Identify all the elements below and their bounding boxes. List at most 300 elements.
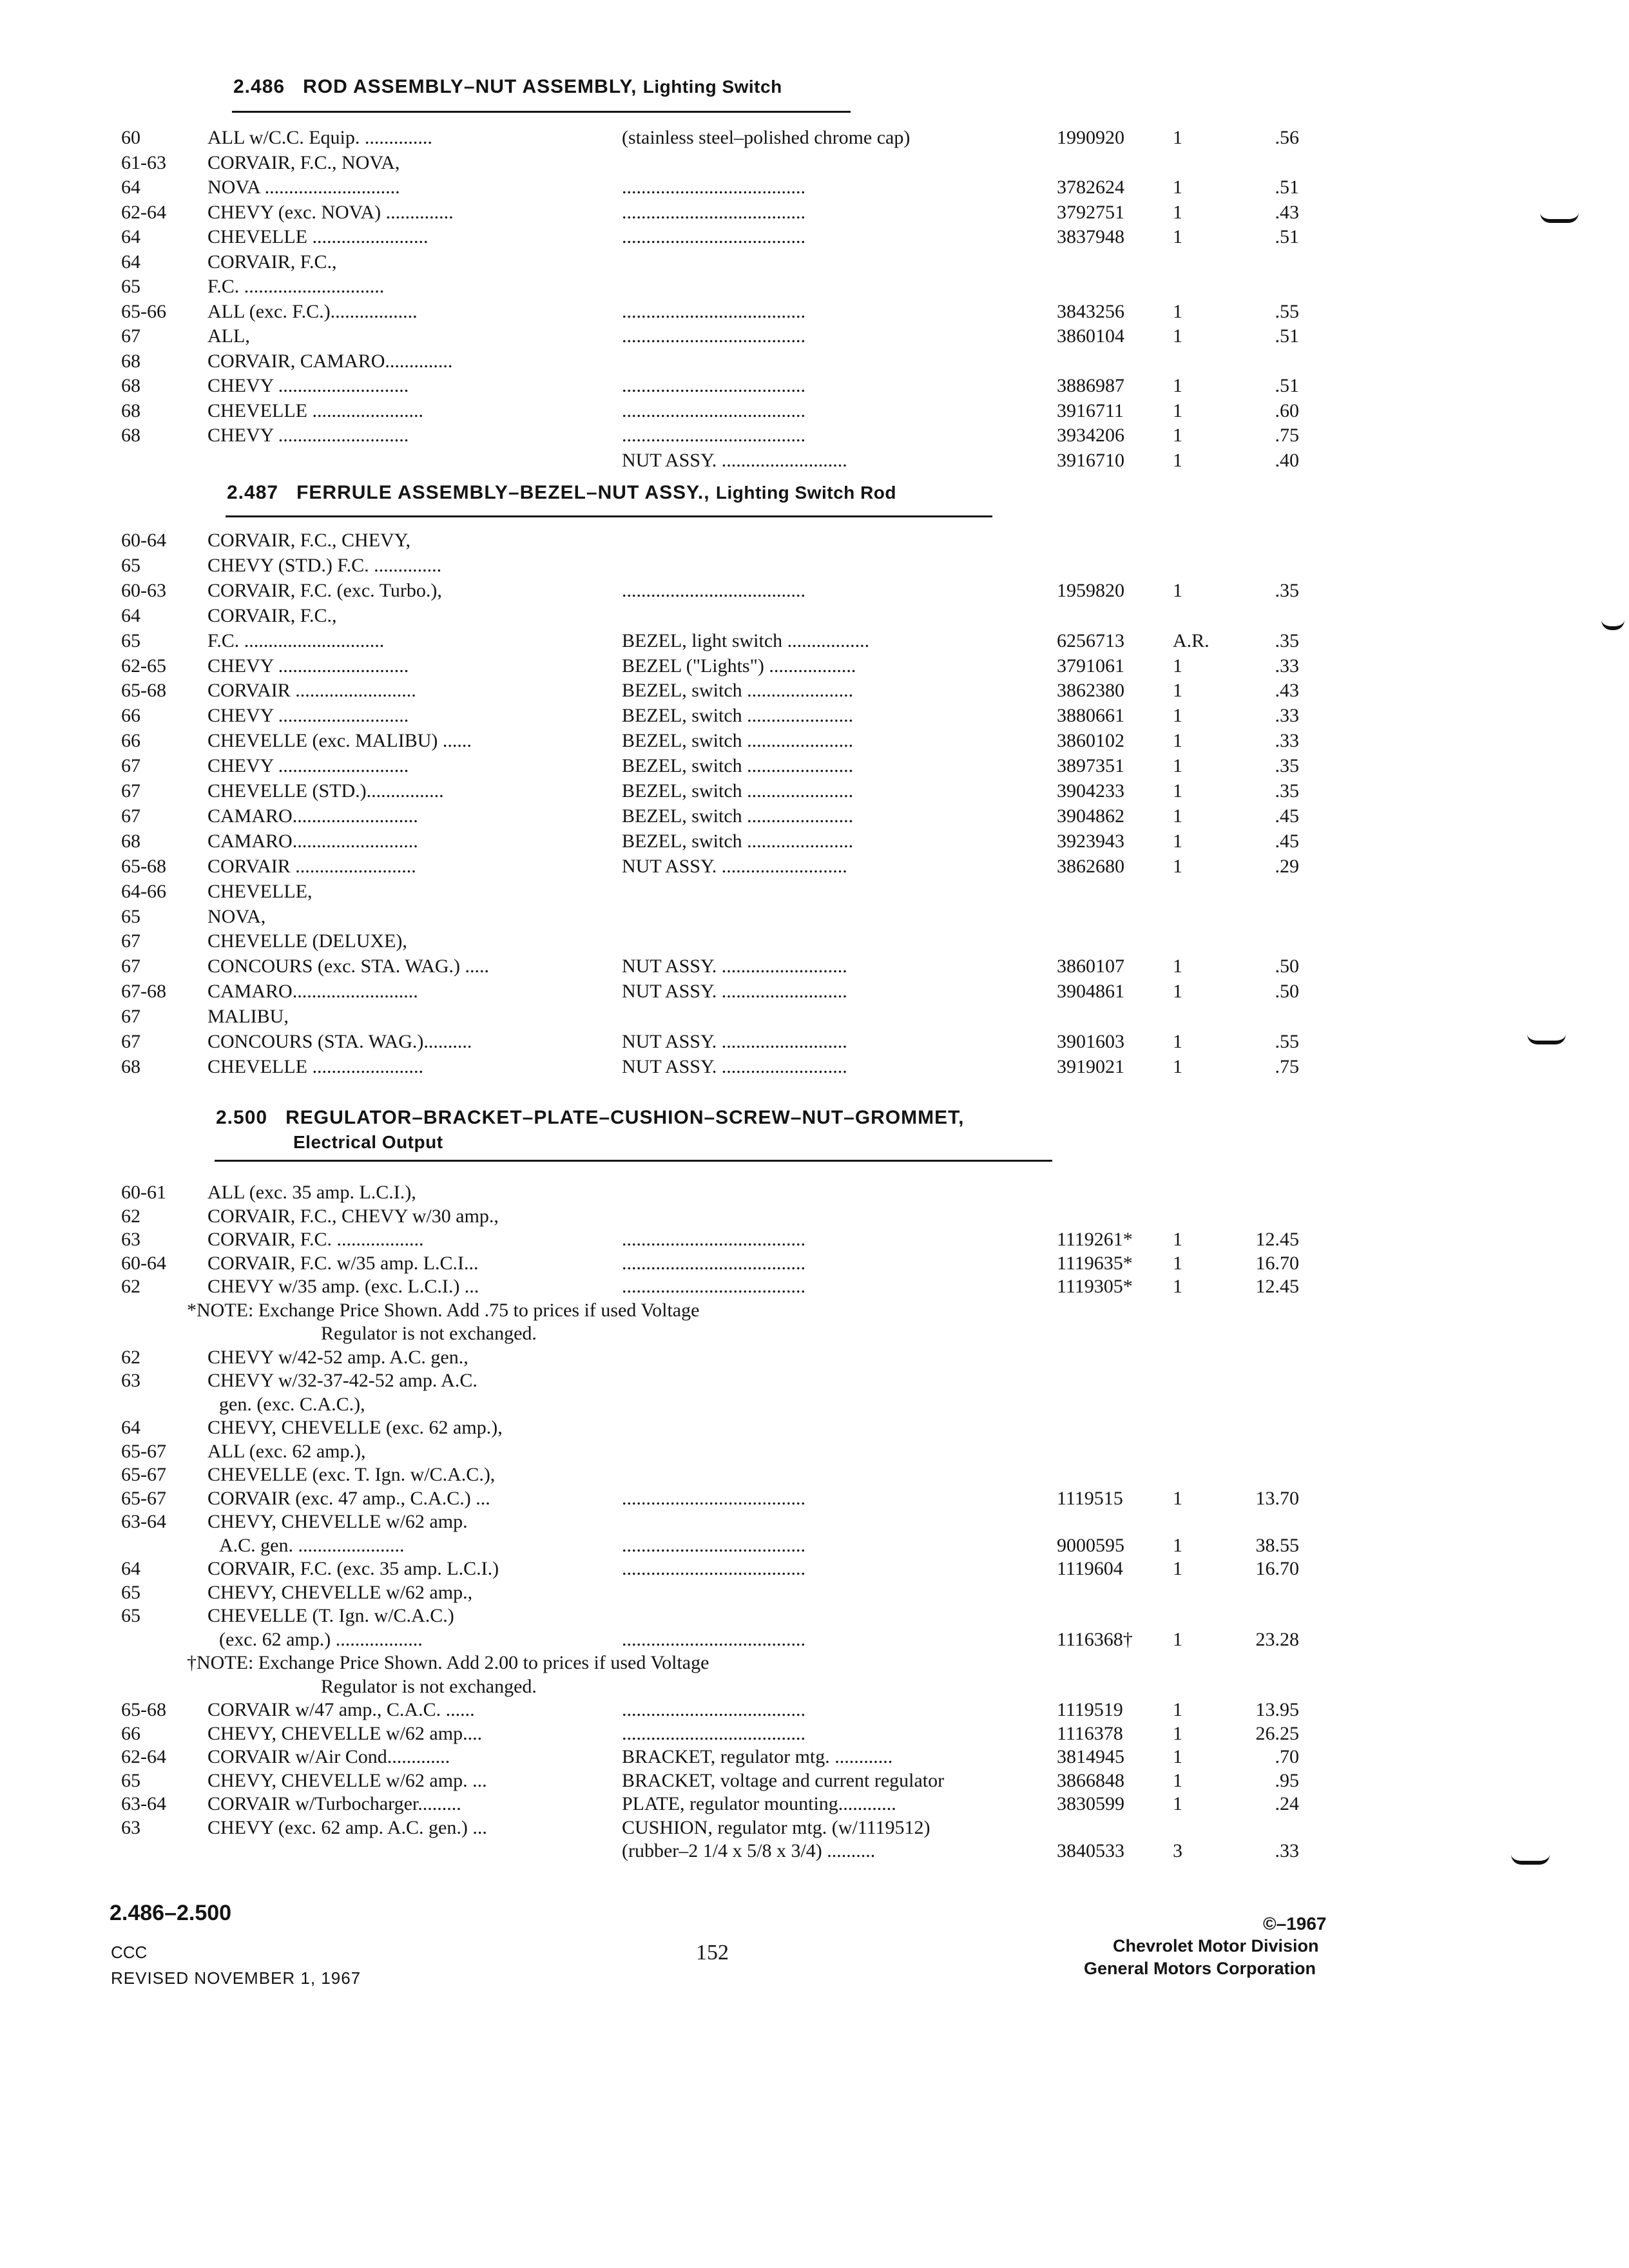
application: CORVAIR (exc. 47 amp., C.A.C.) ...: [207, 1488, 490, 1509]
part-number: 3830599: [1057, 1793, 1124, 1814]
model-years: 64: [121, 226, 140, 247]
application: CAMARO..........................: [207, 831, 418, 852]
section-rule: [226, 515, 992, 517]
table-row: [0, 1604, 1629, 1628]
quantity: 1: [1173, 1031, 1182, 1052]
list-price: 12.45: [1255, 1276, 1299, 1297]
application: CONCOURS (exc. STA. WAG.) .....: [207, 956, 490, 977]
model-years: 62-64: [121, 202, 166, 223]
table-row: [0, 1463, 1629, 1487]
table-row: [0, 905, 1629, 929]
price-note: Regulator is not exchanged.: [321, 1323, 537, 1344]
model-years: 65-66: [121, 301, 166, 322]
model-years: 62: [121, 1206, 140, 1227]
application: CHEVELLE,: [207, 881, 313, 902]
list-price: .43: [1275, 680, 1299, 701]
part-description: NUT ASSY. ..........................: [622, 856, 847, 877]
list-price: .56: [1275, 127, 1299, 148]
quantity: 1: [1173, 780, 1182, 802]
section-title: FERRULE ASSEMBLY–BEZEL–NUT ASSY.,: [296, 482, 710, 503]
quantity: 1: [1173, 1793, 1182, 1814]
part-description: BEZEL, switch ......................: [622, 805, 854, 827]
table-row: [0, 678, 1629, 703]
part-description: ......................................: [622, 375, 805, 396]
list-price: .75: [1275, 425, 1299, 446]
application: CORVAIR, F.C. (exc. Turbo.),: [207, 580, 442, 601]
part-number: 3886987: [1057, 375, 1124, 396]
table-row: [0, 1251, 1629, 1276]
application: CHEVY (exc. NOVA) ..............: [207, 202, 454, 223]
section-rule: [215, 1160, 1052, 1162]
part-number: 3814945: [1057, 1746, 1124, 1767]
part-number: 3916711: [1057, 400, 1124, 421]
model-years: 65-68: [121, 680, 166, 701]
footer-division: Chevrolet Motor Division: [1113, 1936, 1319, 1956]
application: CHEVELLE (T. Ign. w/C.A.C.): [207, 1605, 454, 1626]
application: ALL (exc. F.C.)..................: [207, 301, 418, 322]
list-price: .35: [1275, 780, 1299, 802]
model-years: 68: [121, 351, 140, 372]
part-number: 6256713: [1057, 630, 1124, 651]
part-number: 3880661: [1057, 705, 1124, 726]
part-number: 1119635*: [1057, 1253, 1133, 1274]
section-number: 2.487: [227, 482, 279, 503]
model-years: 68: [121, 1056, 140, 1077]
table-row: [0, 1055, 1629, 1079]
quantity: 1: [1173, 831, 1182, 852]
part-description: ......................................: [622, 177, 805, 198]
list-price: 13.95: [1255, 1699, 1299, 1720]
table-row: [0, 324, 1629, 349]
application: CHEVELLE .......................: [207, 1056, 423, 1077]
table-row: [0, 579, 1629, 603]
table-row: [0, 1416, 1629, 1440]
part-description: ......................................: [622, 1699, 805, 1720]
quantity: 1: [1173, 655, 1182, 677]
list-price: .70: [1275, 1746, 1299, 1767]
model-years: 65-67: [121, 1464, 166, 1485]
quantity: 1: [1173, 1276, 1182, 1297]
list-price: 26.25: [1255, 1723, 1299, 1744]
application: NOVA ............................: [207, 177, 400, 198]
part-number: 3791061: [1057, 655, 1124, 677]
application: CORVAIR, F.C., CHEVY w/30 amp.,: [207, 1206, 499, 1227]
part-number: 3860102: [1057, 730, 1124, 751]
list-price: .29: [1275, 856, 1299, 877]
section-subtitle: Lighting Switch: [642, 77, 782, 97]
quantity: 1: [1173, 680, 1182, 701]
part-description: ......................................: [622, 1253, 805, 1274]
part-number: 3901603: [1057, 1031, 1124, 1052]
application: ALL (exc. 62 amp.),: [207, 1441, 366, 1462]
list-price: .33: [1275, 705, 1299, 726]
application: CORVAIR, F.C. (exc. 35 amp. L.C.I.): [207, 1558, 499, 1579]
table-row: [0, 274, 1629, 299]
table-row: [0, 448, 1629, 473]
model-years: 65: [121, 906, 140, 927]
part-number: 3862680: [1057, 856, 1124, 877]
application: CHEVY, CHEVELLE (exc. 62 amp.),: [207, 1417, 503, 1438]
model-years: 65-68: [121, 856, 166, 877]
table-row: [0, 1321, 1629, 1346]
list-price: .51: [1275, 325, 1299, 347]
part-number: 3934206: [1057, 425, 1124, 446]
table-row: [0, 654, 1629, 678]
part-description: ......................................: [622, 425, 805, 446]
application: CHEVELLE (DELUXE),: [207, 930, 407, 952]
part-description: ......................................: [622, 580, 805, 601]
application: CHEVY, CHEVELLE w/62 amp.: [207, 1511, 468, 1532]
model-years: 62: [121, 1347, 140, 1368]
part-number: 3904233: [1057, 780, 1124, 802]
application: CORVAIR, F.C. ..................: [207, 1229, 424, 1250]
part-description: BEZEL, switch ......................: [622, 730, 854, 751]
application: CHEVY (exc. 62 amp. A.C. gen.) ...: [207, 1817, 487, 1838]
application: CHEVY w/42-52 amp. A.C. gen.,: [207, 1347, 468, 1368]
application: CHEVELLE (exc. MALIBU) ......: [207, 730, 472, 751]
quantity: 1: [1173, 580, 1182, 601]
section-number: 2.500: [216, 1107, 268, 1128]
table-row: [0, 879, 1629, 904]
model-years: 67-68: [121, 981, 166, 1002]
quantity: 1: [1173, 1558, 1182, 1579]
model-years: 67: [121, 930, 140, 952]
table-row: [0, 1298, 1629, 1323]
price-note: †NOTE: Exchange Price Shown. Add 2.00 to prices if used Voltage: [187, 1652, 709, 1673]
list-price: .45: [1275, 805, 1299, 827]
part-description: BRACKET, voltage and current regulator: [622, 1770, 945, 1791]
table-row: [0, 1651, 1629, 1675]
quantity: 1: [1173, 755, 1182, 776]
part-description: (rubber–2 1/4 x 5/8 x 3/4) ..........: [622, 1840, 876, 1861]
application: CHEVY ...........................: [207, 655, 409, 677]
footer-range: 2.486–2.500: [110, 1901, 232, 1925]
section-heading-2487: [227, 482, 896, 504]
part-description: BEZEL, switch ......................: [622, 780, 854, 802]
quantity: 1: [1173, 705, 1182, 726]
application: CHEVELLE .......................: [207, 400, 423, 421]
part-number: 1116368†: [1057, 1629, 1133, 1650]
application: CHEVY w/35 amp. (exc. L.C.I.) ...: [207, 1276, 479, 1297]
list-price: 12.45: [1255, 1229, 1299, 1250]
application: CORVAIR, F.C.,: [207, 251, 337, 273]
list-price: .24: [1275, 1793, 1299, 1814]
application: CAMARO..........................: [207, 805, 418, 827]
model-years: 65-68: [121, 1699, 166, 1720]
table-row: [0, 1557, 1629, 1581]
quantity: 3: [1173, 1840, 1182, 1861]
application: CONCOURS (STA. WAG.)..........: [207, 1031, 472, 1052]
list-price: .35: [1275, 755, 1299, 776]
application: CHEVY (STD.) F.C. ..............: [207, 555, 442, 576]
quantity: 1: [1173, 956, 1182, 977]
table-row: [0, 528, 1629, 553]
quantity: 1: [1173, 1253, 1182, 1274]
part-number: 1116378: [1057, 1723, 1123, 1744]
model-years: 65: [121, 1770, 140, 1791]
list-price: .55: [1275, 301, 1299, 322]
application: CHEVY ...........................: [207, 375, 409, 396]
application: CHEVELLE (exc. T. Ign. w/C.A.C.),: [207, 1464, 496, 1485]
table-row: [0, 1510, 1629, 1534]
part-description: NUT ASSY. ..........................: [622, 1031, 847, 1052]
model-years: 63: [121, 1370, 140, 1391]
quantity: A.R.: [1173, 630, 1210, 651]
model-years: 61-63: [121, 152, 166, 173]
part-description: ......................................: [622, 202, 805, 223]
quantity: 1: [1173, 730, 1182, 751]
list-price: .33: [1275, 655, 1299, 677]
table-row: [0, 979, 1629, 1004]
model-years: 65: [121, 1582, 140, 1603]
part-description: CUSHION, regulator mtg. (w/1119512): [622, 1817, 930, 1838]
application: F.C. .............................: [207, 630, 385, 651]
quantity: 1: [1173, 202, 1182, 223]
part-number: 1990920: [1057, 127, 1124, 148]
list-price: .55: [1275, 1031, 1299, 1052]
application: CHEVY, CHEVELLE w/62 amp....: [207, 1723, 483, 1744]
part-number: 9000595: [1057, 1535, 1124, 1556]
list-price: .35: [1275, 630, 1299, 651]
application: NOVA,: [207, 906, 266, 927]
model-years: 67: [121, 780, 140, 802]
binder-mark: [1511, 1854, 1550, 1865]
table-row: [0, 1486, 1629, 1511]
part-number: 1119305*: [1057, 1276, 1133, 1297]
model-years: 65-67: [121, 1441, 166, 1462]
quantity: 1: [1173, 1056, 1182, 1077]
part-description: NUT ASSY. ..........................: [622, 956, 847, 977]
application: CORVAIR w/Turbocharger.........: [207, 1793, 461, 1814]
quantity: 1: [1173, 425, 1182, 446]
model-years: 67: [121, 1006, 140, 1027]
part-number: 3866848: [1057, 1770, 1124, 1791]
quantity: 1: [1173, 805, 1182, 827]
quantity: 1: [1173, 450, 1182, 471]
part-description: NUT ASSY. ..........................: [622, 1056, 847, 1077]
quantity: 1: [1173, 1770, 1182, 1791]
table-row: [0, 200, 1629, 225]
section-number: 2.486: [233, 76, 285, 97]
quantity: 1: [1173, 1629, 1182, 1650]
application: CHEVY, CHEVELLE w/62 amp.,: [207, 1582, 473, 1603]
application: CORVAIR, F.C. w/35 amp. L.C.I...: [207, 1253, 479, 1274]
part-number: 3897351: [1057, 755, 1124, 776]
quantity: 1: [1173, 226, 1182, 247]
table-row: [0, 1392, 1629, 1417]
binder-mark: [1527, 1034, 1566, 1044]
model-years: 65: [121, 1605, 140, 1626]
table-row: [0, 1769, 1629, 1793]
table-row: [0, 225, 1629, 249]
model-years: 67: [121, 1031, 140, 1052]
table-row: [0, 151, 1629, 175]
part-description: BEZEL, switch ......................: [622, 755, 854, 776]
part-description: ......................................: [622, 226, 805, 247]
model-years: 65: [121, 555, 140, 576]
part-description: BRACKET, regulator mtg. ............: [622, 1746, 893, 1767]
table-row: [0, 300, 1629, 324]
model-years: 64: [121, 1558, 140, 1579]
part-description: ......................................: [622, 1629, 805, 1650]
table-row: [0, 1030, 1629, 1054]
model-years: 65: [121, 630, 140, 651]
part-number: 3916710: [1057, 450, 1124, 471]
table-row: [0, 1698, 1629, 1722]
part-number: 3792751: [1057, 202, 1124, 223]
part-description: ......................................: [622, 1558, 805, 1579]
application: F.C. .............................: [207, 276, 385, 297]
page-number: 152: [696, 1941, 729, 1965]
table-row: [0, 629, 1629, 653]
table-row: [0, 704, 1629, 728]
model-years: 65-67: [121, 1488, 166, 1509]
model-years: 60-63: [121, 580, 166, 601]
list-price: 13.70: [1255, 1488, 1299, 1509]
quantity: 1: [1173, 1535, 1182, 1556]
part-description: ......................................: [622, 1535, 805, 1556]
table-row: [0, 250, 1629, 274]
part-number: 3860104: [1057, 325, 1124, 347]
model-years: 60-61: [121, 1182, 166, 1203]
part-number: 3919021: [1057, 1056, 1124, 1077]
application: CAMARO..........................: [207, 981, 418, 1002]
quantity: 1: [1173, 856, 1182, 877]
application: CHEVY w/32-37-42-52 amp. A.C.: [207, 1370, 477, 1391]
part-description: ......................................: [622, 1276, 805, 1297]
part-description: BEZEL, switch ......................: [622, 831, 854, 852]
part-number: 1119604: [1057, 1558, 1123, 1579]
list-price: .45: [1275, 831, 1299, 852]
table-row: [0, 1533, 1629, 1558]
table-row: [0, 929, 1629, 954]
list-price: .50: [1275, 956, 1299, 977]
model-years: 62-64: [121, 1746, 166, 1767]
quantity: 1: [1173, 1699, 1182, 1720]
table-row: [0, 1628, 1629, 1652]
table-row: [0, 126, 1629, 150]
table-row: [0, 553, 1629, 578]
list-price: .51: [1275, 226, 1299, 247]
table-row: [0, 1839, 1629, 1863]
table-row: [0, 175, 1629, 200]
list-price: 16.70: [1255, 1253, 1299, 1274]
part-description: (stainless steel–polished chrome cap): [622, 127, 911, 148]
part-description: BEZEL, switch ......................: [622, 705, 854, 726]
list-price: .33: [1275, 730, 1299, 751]
part-number: 3782624: [1057, 177, 1124, 198]
part-number: 3860107: [1057, 956, 1124, 977]
quantity: 1: [1173, 1488, 1182, 1509]
part-number: 3904861: [1057, 981, 1124, 1002]
table-row: [0, 604, 1629, 628]
table-row: [0, 854, 1629, 879]
quantity: 1: [1173, 1746, 1182, 1767]
model-years: 64: [121, 177, 140, 198]
model-years: 68: [121, 375, 140, 396]
part-description: ......................................: [622, 301, 805, 322]
application: MALIBU,: [207, 1006, 289, 1027]
quantity: 1: [1173, 1723, 1182, 1744]
model-years: 62-65: [121, 655, 166, 677]
table-row: [0, 754, 1629, 778]
table-row: [0, 1345, 1629, 1370]
application: A.C. gen. ......................: [219, 1535, 405, 1556]
part-description: ......................................: [622, 1229, 805, 1250]
part-number: 3843256: [1057, 301, 1124, 322]
application: CORVAIR, F.C., CHEVY,: [207, 530, 410, 551]
model-years: 60-64: [121, 530, 166, 551]
model-years: 63: [121, 1229, 140, 1250]
part-description: NUT ASSY. ..........................: [622, 981, 847, 1002]
application: (exc. 62 amp.) ..................: [219, 1629, 423, 1650]
application: CORVAIR w/47 amp., C.A.C. ......: [207, 1699, 475, 1720]
list-price: .51: [1275, 375, 1299, 396]
model-years: 60-64: [121, 1253, 166, 1274]
application: CORVAIR, F.C.,: [207, 605, 337, 626]
quantity: 1: [1173, 127, 1182, 148]
quantity: 1: [1173, 301, 1182, 322]
table-row: [0, 1722, 1629, 1746]
table-row: [0, 1792, 1629, 1816]
section-heading-2500: [216, 1107, 965, 1129]
table-row: [0, 829, 1629, 854]
model-years: 63-64: [121, 1511, 166, 1532]
section-heading-2486: [233, 76, 782, 98]
list-price: .33: [1275, 1840, 1299, 1861]
table-row: [0, 349, 1629, 374]
model-years: 68: [121, 400, 140, 421]
list-price: 16.70: [1255, 1558, 1299, 1579]
quantity: 1: [1173, 1229, 1182, 1250]
list-price: .40: [1275, 450, 1299, 471]
quantity: 1: [1173, 981, 1182, 1002]
model-years: 60: [121, 127, 140, 148]
model-years: 68: [121, 831, 140, 852]
table-row: [0, 954, 1629, 979]
model-years: 67: [121, 805, 140, 827]
application: CHEVY ...........................: [207, 425, 409, 446]
section-subtitle: Lighting Switch Rod: [715, 483, 896, 503]
model-years: 64: [121, 605, 140, 626]
model-years: 65: [121, 276, 140, 297]
table-row: [0, 1439, 1629, 1464]
list-price: .50: [1275, 981, 1299, 1002]
application: CORVAIR, CAMARO..............: [207, 351, 453, 372]
application: CHEVY, CHEVELLE w/62 amp. ...: [207, 1770, 487, 1791]
application: CORVAIR, F.C., NOVA,: [207, 152, 400, 173]
table-row: [0, 804, 1629, 829]
model-years: 67: [121, 956, 140, 977]
list-price: 38.55: [1255, 1535, 1299, 1556]
section-subtitle-2500: [293, 1131, 443, 1153]
application: ALL w/C.C. Equip. ..............: [207, 127, 432, 148]
model-years: 67: [121, 755, 140, 776]
table-row: [0, 1180, 1629, 1205]
footer-code: CCC: [111, 1943, 148, 1962]
model-years: 68: [121, 425, 140, 446]
application: ALL,: [207, 325, 250, 347]
table-row: [0, 729, 1629, 753]
application: CORVAIR .........................: [207, 856, 416, 877]
application: CHEVY ...........................: [207, 755, 409, 776]
quantity: 1: [1173, 375, 1182, 396]
application: CHEVY ...........................: [207, 705, 409, 726]
part-description: BEZEL, light switch .................: [622, 630, 870, 651]
section-title: REGULATOR–BRACKET–PLATE–CUSHION–SCREW–NUT–GROMMET,: [285, 1107, 965, 1128]
table-row: [0, 1581, 1629, 1605]
application: CHEVELLE (STD.)................: [207, 780, 444, 802]
